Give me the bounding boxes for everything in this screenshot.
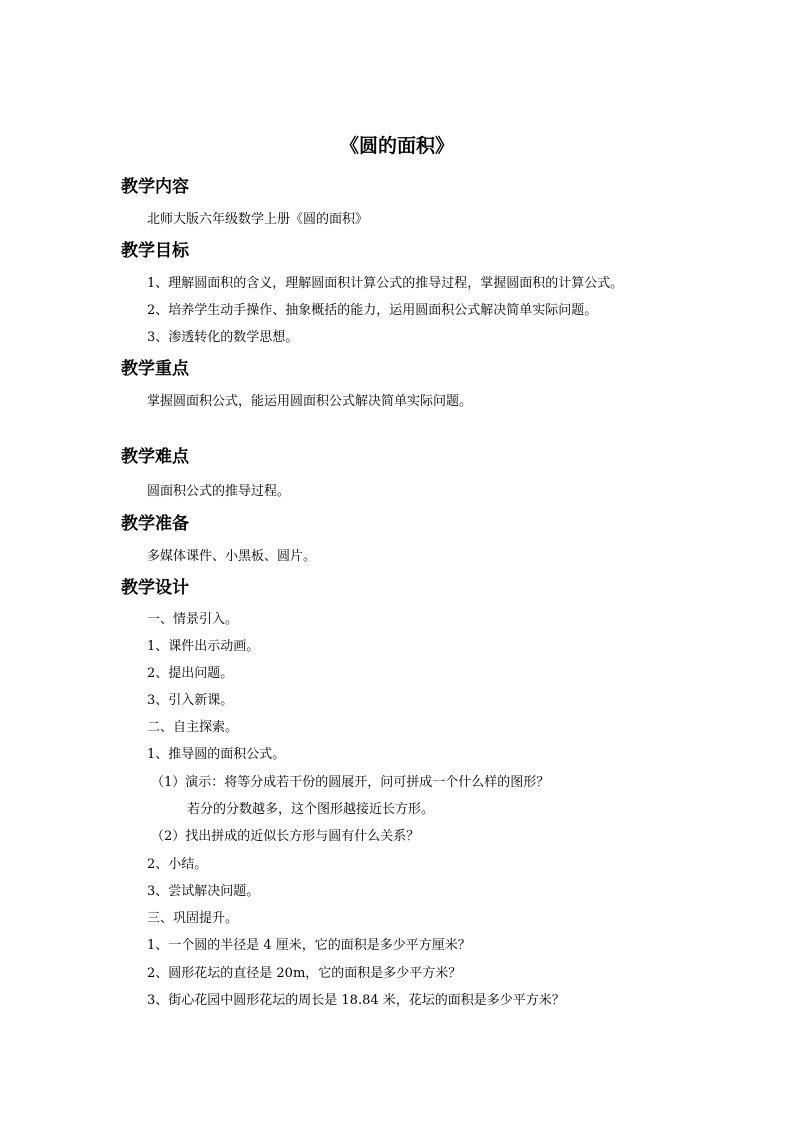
key-point-line: 掌握圆面积公式，能运用圆面积公式解决简单实际问题。	[147, 394, 473, 409]
heading-key-points: 教学重点	[121, 359, 189, 379]
design-line: 若分的分数越多，这个图形越接近长方形。	[187, 802, 435, 817]
design-line: 3、街心花园中圆形花坛的周长是 18.84 米，花坛的面积是多少平方米？	[147, 993, 565, 1008]
difficulty-line: 圆面积公式的推导过程。	[147, 484, 291, 499]
heading-difficulties: 教学难点	[121, 447, 189, 467]
heading-teaching-design: 教学设计	[121, 578, 189, 598]
design-line: 3、尝试解决问题。	[147, 884, 260, 899]
heading-preparation: 教学准备	[121, 514, 189, 534]
design-line: 二、自主探索。	[147, 720, 239, 735]
design-line: 2、圆形花坛的直径是 20m，它的面积是多少平方米？	[147, 966, 462, 981]
design-line: 1、一个圆的半径是 4 厘米，它的面积是多少平方厘米？	[147, 938, 471, 953]
design-line: 2、小结。	[147, 857, 208, 872]
design-line: （1）演示：将等分成若干份的圆展开，问可拼成一个什么样的图形？	[151, 775, 550, 790]
goal-line-1: 1、理解圆面积的含义，理解圆面积计算公式的推导过程，掌握圆面积的计算公式。	[147, 276, 624, 291]
design-line: 一、情景引入。	[147, 612, 239, 627]
design-line: 三、巩固提升。	[147, 911, 239, 926]
design-line: 3、引入新课。	[147, 693, 234, 708]
goal-line-3: 3、渗透转化的数学思想。	[147, 330, 299, 345]
document-title: 《圆的面积》	[339, 135, 454, 157]
preparation-line: 多媒体课件、小黑板、圆片。	[147, 549, 317, 564]
design-line: （2）找出拼成的近似长方形与圆有什么关系？	[151, 829, 420, 844]
content-line: 北师大版六年级数学上册《圆的面积》	[147, 212, 369, 227]
design-line: 1、课件出示动画。	[147, 639, 260, 654]
heading-teaching-content: 教学内容	[121, 177, 189, 197]
design-line: 1、推导圆的面积公式。	[147, 747, 286, 762]
design-line: 2、提出问题。	[147, 666, 234, 681]
goal-line-2: 2、培养学生动手操作、抽象概括的能力，运用圆面积公式解决简单实际问题。	[147, 303, 598, 318]
heading-teaching-goals: 教学目标	[121, 241, 189, 261]
